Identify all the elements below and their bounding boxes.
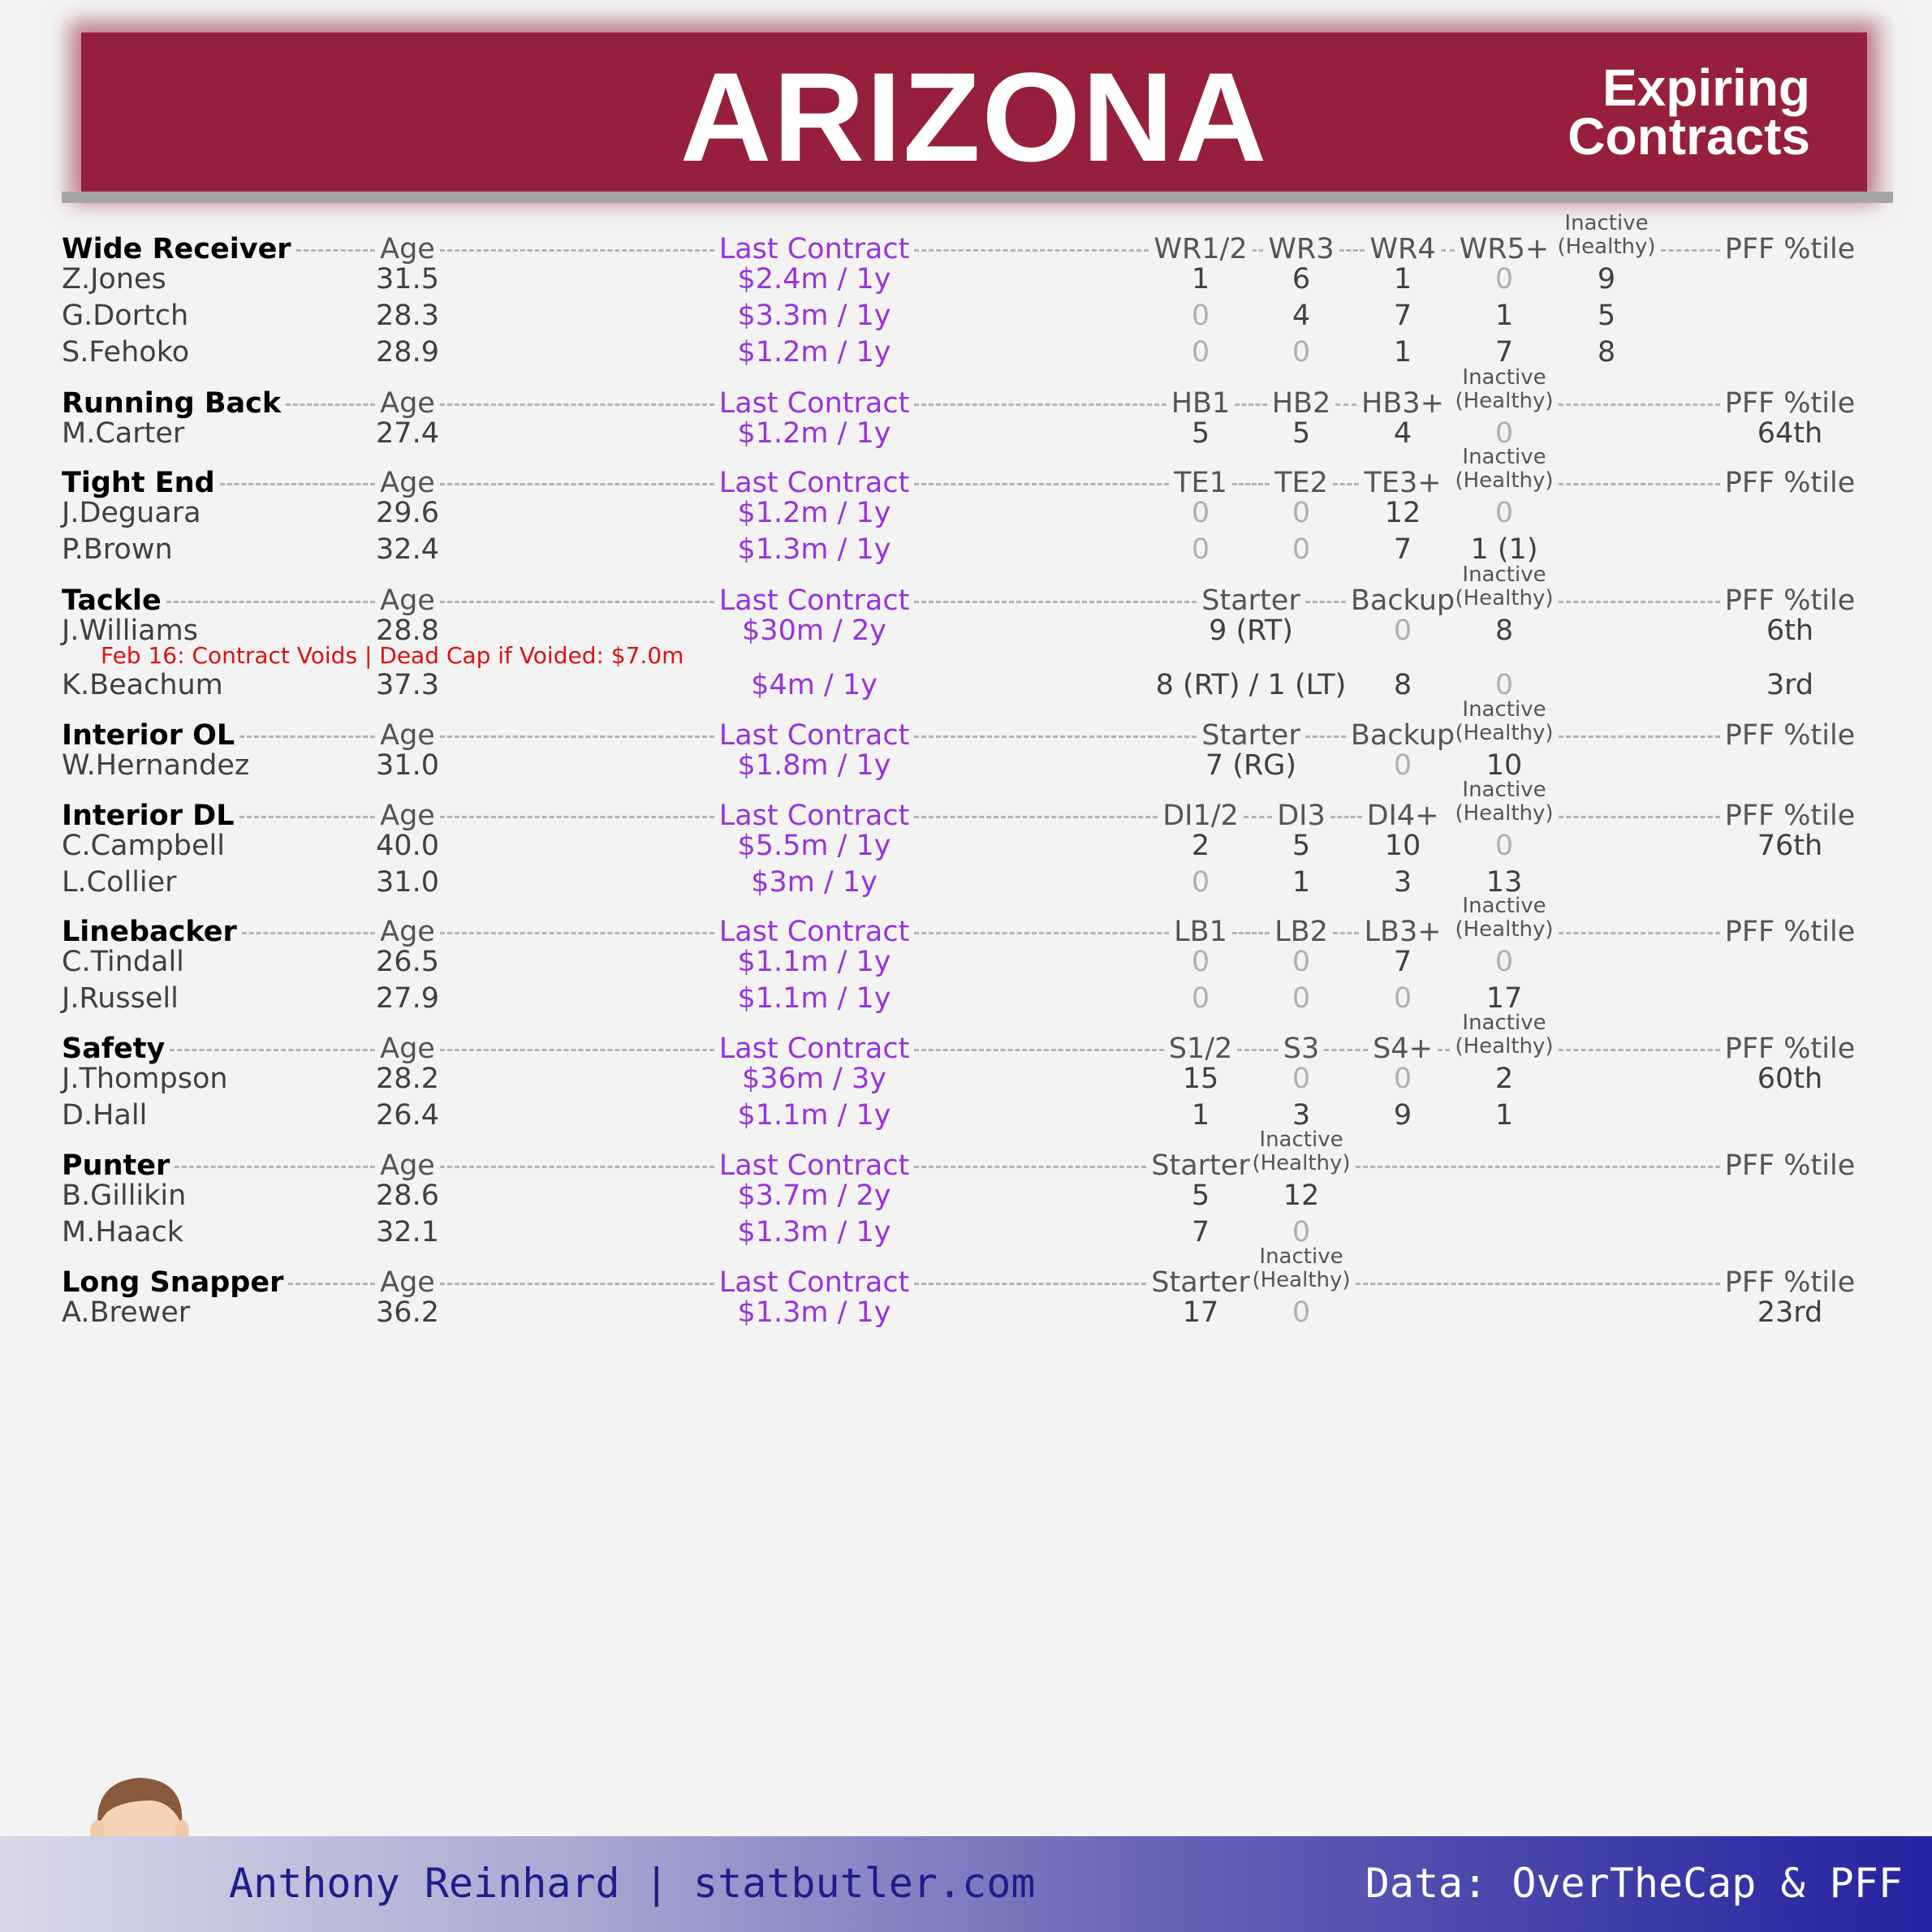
age-header: Age [380, 1149, 435, 1182]
player-depth-value: 0 [1191, 982, 1210, 1015]
last-contract-header: Last Contract [718, 719, 910, 752]
age-header: Age [380, 1266, 435, 1299]
player-age: 26.4 [376, 1099, 439, 1132]
depth-column-header-te2: TE2 [1274, 467, 1328, 499]
player-depth-value: 7 [1494, 336, 1514, 369]
header-dash-line [1441, 249, 1455, 252]
player-pff-percentile: 6th [1766, 615, 1814, 647]
player-depth-value: 0 [1393, 615, 1412, 647]
player-depth-value: 0 [1292, 336, 1311, 369]
player-depth-value: 9 [1393, 1099, 1412, 1132]
player-last-contract: $1.3m / 1y [737, 533, 891, 566]
position-heading-interior-ol: Interior OL [62, 719, 235, 752]
pff-percentile-header: PFF %tile [1724, 916, 1856, 948]
header-dash-line [1333, 932, 1360, 934]
player-depth-value: 1 [1191, 263, 1210, 295]
depth-column-header-di4: DI4+ [1366, 800, 1439, 832]
player-age: 26.5 [376, 946, 439, 978]
player-depth-value: 1 (1) [1470, 533, 1538, 566]
header-dash-line [914, 483, 1169, 485]
player-name: B.Gillikin [62, 1179, 187, 1212]
player-pff-percentile: 76th [1757, 830, 1823, 862]
player-depth-value: 0 [1494, 830, 1514, 862]
player-depth-value: 6 [1292, 263, 1311, 295]
header-dash-line [1305, 601, 1346, 603]
header-dash-line [1253, 249, 1264, 252]
depth-column-header-wr5: WR5+ [1459, 233, 1550, 265]
header-dash-line [1559, 403, 1720, 406]
player-depth-value: 9 (RT) [1209, 615, 1293, 647]
player-age: 28.6 [376, 1179, 439, 1212]
inactive-healthy-header: Inactive (Healthy) [1455, 778, 1554, 826]
header-dash-line [1559, 816, 1720, 818]
player-depth-value: 1 [1494, 300, 1514, 332]
age-header: Age [380, 719, 435, 752]
player-depth-value: 0 [1292, 946, 1311, 978]
player-depth-value: 1 [1494, 1099, 1514, 1132]
player-pff-percentile: 3rd [1766, 669, 1814, 701]
player-pff-percentile: 60th [1757, 1063, 1823, 1095]
player-depth-value: 0 [1494, 417, 1514, 450]
pff-percentile-header: PFF %tile [1724, 719, 1856, 752]
player-last-contract: $30m / 2y [742, 615, 886, 647]
header-dash-line [914, 1166, 1146, 1168]
depth-column-header-te1: TE1 [1174, 467, 1227, 499]
author-name: Anthony Reinhard [229, 1860, 620, 1907]
header-dash-line [1305, 735, 1346, 738]
player-last-contract: $1.2m / 1y [737, 417, 891, 450]
player-last-contract: $1.3m / 1y [737, 1296, 891, 1329]
header-dash-line [220, 483, 376, 485]
footer-credit [229, 1857, 1035, 1909]
depth-column-header-backup: Backup [1350, 584, 1455, 617]
player-depth-value: 0 [1191, 336, 1210, 369]
player-name: K.Beachum [62, 669, 223, 701]
header-dash-line [1661, 249, 1720, 252]
header-dash-line [914, 1283, 1146, 1285]
position-heading-wide-receiver: Wide Receiver [62, 233, 291, 265]
header-dash-line [440, 735, 714, 738]
player-depth-value: 10 [1384, 830, 1421, 862]
player-depth-value: 0 [1191, 866, 1210, 899]
inactive-healthy-header: Inactive (Healthy) [1252, 1244, 1351, 1292]
player-age: 40.0 [376, 830, 439, 862]
player-depth-value: 1 [1292, 866, 1311, 899]
age-header: Age [380, 467, 435, 499]
depth-column-header-wr4: WR4 [1369, 233, 1436, 265]
player-depth-value: 13 [1486, 866, 1523, 899]
header-dash-line [1356, 1166, 1720, 1168]
player-age: 37.3 [376, 669, 439, 701]
player-depth-value: 0 [1292, 982, 1311, 1015]
player-depth-value: 12 [1384, 497, 1421, 529]
player-age: 32.1 [376, 1216, 439, 1248]
footer-bar [0, 1836, 1932, 1932]
player-last-contract: $1.2m / 1y [737, 497, 891, 529]
position-heading-tight-end: Tight End [62, 467, 215, 499]
header-dash-line [914, 1049, 1163, 1051]
header-dash-line [296, 249, 376, 252]
player-last-contract: $36m / 3y [742, 1063, 886, 1095]
header-dash-line [1232, 483, 1270, 485]
player-depth-value: 3 [1393, 866, 1412, 899]
depth-column-header-wr1-2: WR1/2 [1154, 233, 1248, 265]
player-last-contract: $1.3m / 1y [737, 1216, 891, 1248]
contract-void-note: Feb 16: Contract Voids | Dead Cap if Voided: $7.0m [101, 642, 684, 669]
player-depth-value: 0 [1292, 1216, 1311, 1248]
header-dash-line [1559, 735, 1720, 738]
age-header: Age [380, 916, 435, 948]
player-depth-value: 17 [1486, 982, 1523, 1015]
header-dash-line [440, 249, 714, 252]
player-name: J.Williams [62, 615, 198, 647]
player-depth-value: 7 [1393, 946, 1412, 978]
depth-column-header-wr3: WR3 [1268, 233, 1335, 265]
position-heading-safety: Safety [62, 1033, 166, 1065]
player-name: M.Carter [62, 417, 185, 450]
player-depth-value: 0 [1191, 946, 1210, 978]
player-depth-value: 10 [1486, 749, 1523, 782]
player-name: D.Hall [62, 1099, 148, 1132]
player-age: 27.4 [376, 417, 439, 450]
player-depth-value: 4 [1393, 417, 1412, 450]
header-dash-line [1324, 1049, 1368, 1051]
player-name: P.Brown [62, 533, 173, 566]
position-heading-punter: Punter [62, 1149, 170, 1182]
age-header: Age [380, 800, 435, 832]
age-header: Age [380, 233, 435, 265]
player-name: J.Deguara [62, 497, 201, 529]
header-dash-line [440, 1166, 714, 1168]
header-dash-line [1335, 403, 1356, 406]
header-dash-line [239, 735, 375, 738]
player-depth-value: 8 [1393, 669, 1412, 701]
header-dash-line [242, 932, 375, 934]
age-header: Age [380, 387, 435, 420]
player-last-contract: $1.1m / 1y [737, 982, 891, 1015]
player-name: J.Russell [62, 982, 179, 1015]
player-name: L.Collier [62, 866, 177, 899]
last-contract-header: Last Contract [718, 233, 910, 265]
player-depth-value: 0 [1494, 497, 1514, 529]
inactive-healthy-header: Inactive (Healthy) [1455, 365, 1554, 413]
inactive-healthy-header: Inactive (Healthy) [1557, 211, 1656, 259]
header-dash-line [440, 816, 714, 818]
player-depth-value: 0 [1191, 497, 1210, 529]
header-dash-line [1356, 1283, 1720, 1285]
player-depth-value: 15 [1182, 1063, 1219, 1095]
player-age: 29.6 [376, 497, 439, 529]
player-depth-value: 5 [1292, 830, 1311, 862]
player-last-contract: $1.2m / 1y [737, 336, 891, 369]
inactive-healthy-header: Inactive (Healthy) [1455, 894, 1554, 942]
player-depth-value: 2 [1191, 830, 1210, 862]
player-age: 28.3 [376, 300, 439, 332]
header-dash-line [914, 249, 1149, 252]
player-depth-value: 0 [1191, 300, 1210, 332]
inactive-healthy-header: Inactive (Healthy) [1455, 697, 1554, 745]
header-dash-line [1559, 1049, 1720, 1051]
header-dash-line [1559, 601, 1720, 603]
last-contract-header: Last Contract [718, 467, 910, 499]
player-last-contract: $1.1m / 1y [737, 946, 891, 978]
player-depth-value: 0 [1393, 749, 1412, 782]
player-name: C.Tindall [62, 946, 184, 978]
footer-separator: | [644, 1860, 669, 1907]
header-dash-line [914, 601, 1197, 603]
player-pff-percentile: 23rd [1757, 1296, 1823, 1329]
player-depth-value: 7 (RG) [1205, 749, 1297, 782]
header-dash-line [440, 932, 714, 934]
player-depth-value: 5 [1191, 417, 1210, 450]
header-dash-line [440, 403, 714, 406]
header-dash-line [166, 601, 375, 603]
header-dash-line [1237, 1049, 1278, 1051]
player-last-contract: $2.4m / 1y [737, 263, 891, 295]
player-depth-value: 0 [1292, 1296, 1311, 1329]
website-link[interactable]: statbutler.com [692, 1860, 1036, 1907]
header-dash-line [440, 483, 714, 485]
pff-percentile-header: PFF %tile [1724, 1149, 1856, 1182]
depth-column-header-hb1: HB1 [1171, 387, 1231, 420]
last-contract-header: Last Contract [718, 584, 910, 617]
position-heading-interior-dl: Interior DL [62, 800, 235, 832]
position-heading-running-back: Running Back [62, 387, 282, 420]
header-dash-line [170, 1049, 375, 1051]
player-depth-value: 0 [1494, 263, 1514, 295]
player-pff-percentile: 64th [1757, 417, 1823, 450]
player-depth-value: 5 [1292, 417, 1311, 450]
last-contract-header: Last Contract [718, 916, 910, 948]
depth-column-header-hb3: HB3+ [1361, 387, 1444, 420]
player-last-contract: $4m / 1y [751, 669, 878, 701]
player-depth-value: 0 [1292, 533, 1311, 566]
player-name: J.Thompson [62, 1063, 228, 1095]
player-age: 31.0 [376, 866, 439, 899]
last-contract-header: Last Contract [718, 387, 910, 420]
header-dash-line [1333, 483, 1360, 485]
player-name: G.Dortch [62, 300, 189, 332]
header-dash-line [914, 932, 1169, 934]
depth-column-header-starter: Starter [1151, 1266, 1250, 1299]
player-age: 28.8 [376, 615, 439, 647]
header-dash-line [1330, 816, 1362, 818]
header-dash-line [1235, 403, 1266, 406]
header-dash-line [914, 403, 1166, 406]
subtitle-line-2: Contracts [1568, 107, 1810, 166]
header-dash-line [175, 1166, 375, 1168]
last-contract-header: Last Contract [718, 800, 910, 832]
header-dash-line [914, 735, 1197, 738]
player-depth-value: 9 [1597, 263, 1616, 295]
player-depth-value: 0 [1393, 982, 1412, 1015]
player-depth-value: 0 [1393, 1063, 1412, 1095]
age-header: Age [380, 1033, 435, 1065]
player-age: 28.2 [376, 1063, 439, 1095]
age-header: Age [380, 584, 435, 617]
depth-column-header-s4: S4+ [1373, 1033, 1433, 1065]
player-age: 27.9 [376, 982, 439, 1015]
player-depth-value: 7 [1393, 300, 1412, 332]
player-last-contract: $1.1m / 1y [737, 1099, 891, 1132]
pff-percentile-header: PFF %tile [1724, 1033, 1856, 1065]
pff-percentile-header: PFF %tile [1724, 1266, 1856, 1299]
depth-column-header-s3: S3 [1283, 1033, 1320, 1065]
player-last-contract: $3m / 1y [751, 866, 878, 899]
player-name: C.Campbell [62, 830, 225, 862]
player-depth-value: 5 [1191, 1179, 1210, 1212]
player-depth-value: 7 [1191, 1216, 1210, 1248]
player-depth-value: 1 [1191, 1099, 1210, 1132]
depth-column-header-lb3: LB3+ [1364, 916, 1442, 948]
header-dash-line [1438, 1049, 1451, 1051]
pff-percentile-header: PFF %tile [1724, 800, 1856, 832]
header-dash-line [286, 403, 375, 406]
header-dash-line [288, 1283, 375, 1285]
player-depth-value: 0 [1191, 533, 1210, 566]
depth-column-header-starter: Starter [1201, 584, 1300, 617]
header-dash-line [914, 816, 1158, 818]
player-last-contract: $5.5m / 1y [737, 830, 891, 862]
depth-column-header-backup: Backup [1350, 719, 1455, 752]
header-dash-line [440, 1283, 714, 1285]
player-depth-value: 3 [1292, 1099, 1311, 1132]
header-dash-line [440, 601, 714, 603]
player-depth-value: 5 [1597, 300, 1616, 332]
player-depth-value: 1 [1393, 336, 1412, 369]
header-dash-line [239, 816, 376, 818]
player-depth-value: 0 [1494, 669, 1514, 701]
header-dash-line [1232, 932, 1270, 934]
player-depth-value: 8 [1494, 615, 1514, 647]
header-dash-line [440, 1049, 714, 1051]
header-dash-line [1559, 483, 1720, 485]
player-last-contract: $3.3m / 1y [737, 300, 891, 332]
inactive-healthy-header: Inactive (Healthy) [1455, 1011, 1554, 1059]
depth-column-header-lb2: LB2 [1274, 916, 1328, 948]
last-contract-header: Last Contract [718, 1033, 910, 1065]
pff-percentile-header: PFF %tile [1724, 387, 1856, 420]
depth-column-header-di3: DI3 [1277, 800, 1326, 832]
depth-column-header-s1-2: S1/2 [1168, 1033, 1233, 1065]
player-depth-value: 1 [1393, 263, 1412, 295]
depth-column-header-starter: Starter [1151, 1149, 1250, 1182]
player-depth-value: 0 [1292, 497, 1311, 529]
position-heading-linebacker: Linebacker [62, 916, 237, 948]
last-contract-header: Last Contract [718, 1149, 910, 1182]
player-depth-value: 7 [1393, 533, 1412, 566]
depth-column-header-te3: TE3+ [1364, 467, 1442, 499]
header-dash-line [1244, 816, 1272, 818]
player-name: S.Fehoko [62, 336, 190, 369]
team-name: ARIZONA [679, 47, 1269, 188]
depth-column-header-lb1: LB1 [1174, 916, 1227, 948]
player-last-contract: $1.8m / 1y [737, 749, 891, 782]
position-heading-long-snapper: Long Snapper [62, 1266, 284, 1299]
player-name: M.Haack [62, 1216, 184, 1248]
player-depth-value: 17 [1182, 1296, 1219, 1329]
header-dash-line [1339, 249, 1365, 252]
player-depth-value: 0 [1292, 1063, 1311, 1095]
player-depth-value: 4 [1292, 300, 1311, 332]
player-depth-value: 2 [1494, 1063, 1514, 1095]
player-last-contract: $3.7m / 2y [737, 1179, 891, 1212]
player-age: 31.0 [376, 749, 439, 782]
player-depth-value: 12 [1283, 1179, 1320, 1212]
inactive-healthy-header: Inactive (Healthy) [1455, 563, 1554, 610]
player-age: 28.9 [376, 336, 439, 369]
depth-column-header-di1-2: DI1/2 [1162, 800, 1239, 832]
player-depth-value: 8 [1597, 336, 1616, 369]
player-name: W.Hernandez [62, 749, 250, 782]
player-age: 36.2 [376, 1296, 439, 1329]
depth-column-header-hb2: HB2 [1271, 387, 1331, 420]
player-name: Z.Jones [62, 263, 166, 295]
data-source: Data: OverTheCap & PFF [1365, 1860, 1903, 1907]
player-depth-value: 0 [1494, 946, 1514, 978]
subtitle-line-1: Expiring [1602, 58, 1810, 117]
pff-percentile-header: PFF %tile [1724, 584, 1856, 617]
depth-column-header-starter: Starter [1201, 719, 1300, 752]
pff-percentile-header: PFF %tile [1724, 467, 1856, 499]
inactive-healthy-header: Inactive (Healthy) [1252, 1128, 1351, 1175]
position-heading-tackle: Tackle [62, 584, 162, 617]
player-name: A.Brewer [62, 1296, 191, 1329]
last-contract-header: Last Contract [718, 1266, 910, 1299]
player-age: 32.4 [376, 533, 439, 566]
player-depth-value: 8 (RT) / 1 (LT) [1155, 669, 1347, 701]
pff-percentile-header: PFF %tile [1724, 233, 1856, 265]
player-age: 31.5 [376, 263, 439, 295]
inactive-healthy-header: Inactive (Healthy) [1455, 445, 1554, 493]
header-dash-line [1559, 932, 1720, 934]
